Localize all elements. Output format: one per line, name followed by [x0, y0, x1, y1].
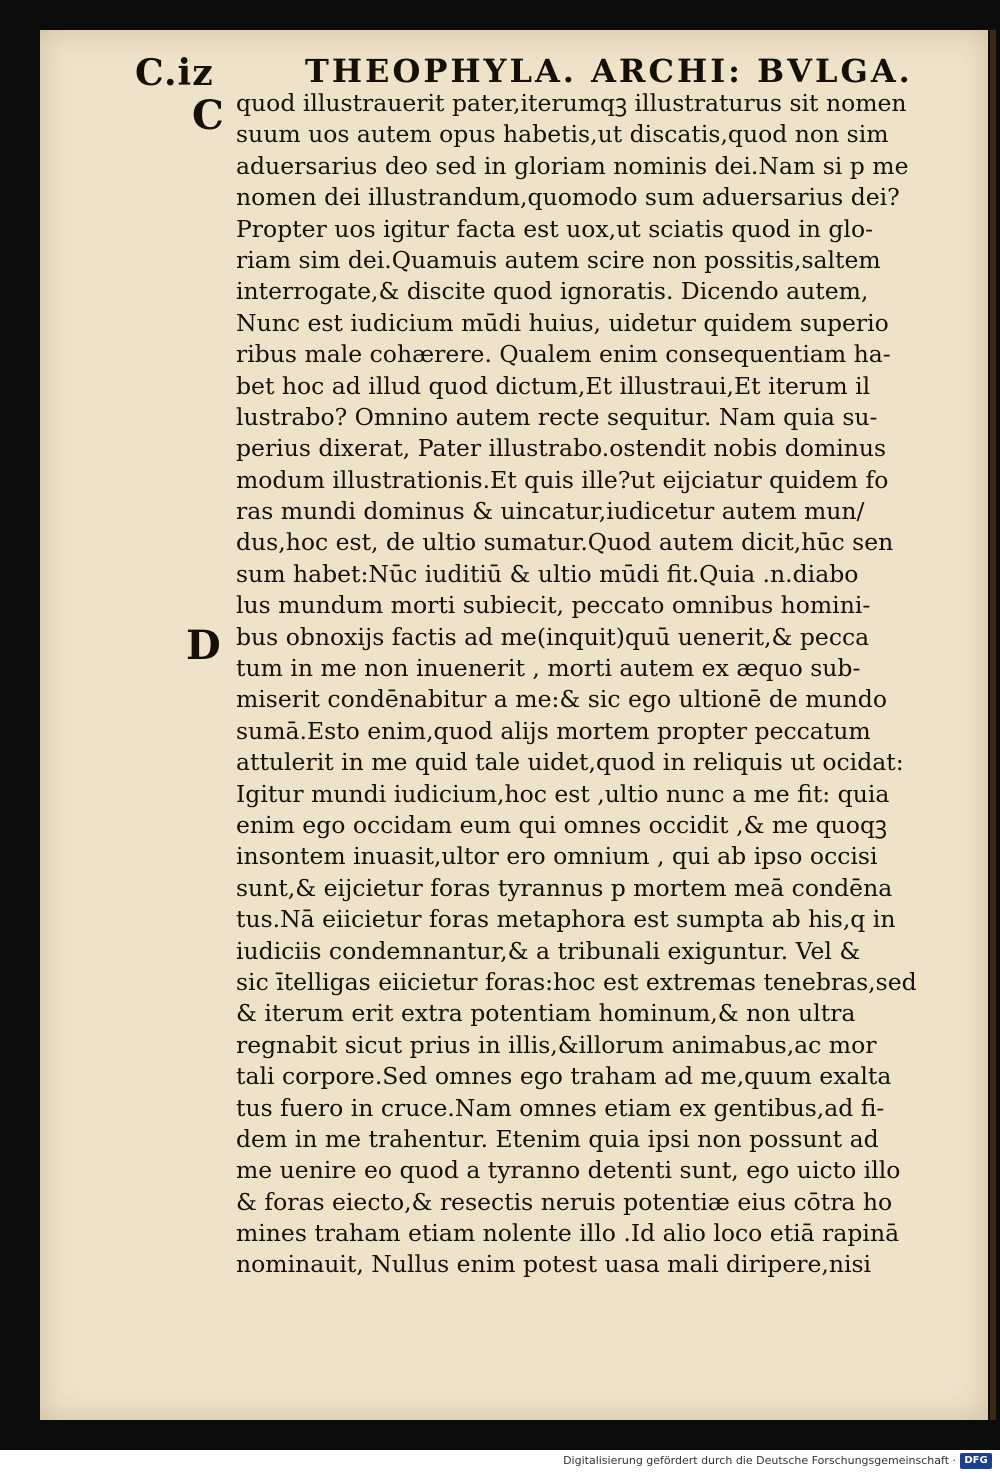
text-line: suum uos autem opus habetis,ut discatis,quod non sim: [236, 120, 889, 149]
signature-mark: C.iz: [135, 52, 214, 94]
text-line: ribus male cohærere. Qualem enim consequentiam ha-: [236, 340, 891, 369]
text-line: interrogate,& discite quod ignoratis. Dicendo autem,: [236, 277, 869, 306]
text-line: quod illustrauerit pater,iterumqꝫ illustraturus sit nomen: [236, 89, 907, 117]
text-line: tus fuero in cruce.Nam omnes etiam ex gentibus,ad fi-: [236, 1093, 885, 1122]
text-line: ras mundi dominus & uincatur,iudicetur autem mun/: [236, 497, 865, 526]
text-line: insontem inuasit,ultor ero omnium , qui ab ipso occisi: [236, 842, 878, 871]
margin-letter-d: D: [186, 622, 221, 669]
text-line: bet hoc ad illud quod dictum,Et illustraui,Et iterum il: [236, 371, 871, 400]
text-column: [236, 88, 932, 1281]
text-line: lustrabo? Omnino autem recte sequitur. Nam quia su-: [236, 402, 878, 431]
text-line: attulerit in me quid tale uidet,quod in reliquis ut ocidat:: [236, 748, 904, 777]
text-line: regnabit sicut prius in illis,&illorum animabus,ac mor: [236, 1030, 877, 1059]
text-line: iudiciis condemnantur,& a tribunali exiguntur. Vel &: [236, 936, 861, 965]
page-header: [90, 48, 950, 92]
text-line: & iterum erit extra potentiam hominum,& non ultra: [236, 999, 856, 1028]
text-line: Igitur mundi iudicium,hoc est ,ultio nunc a me fit: quia: [236, 779, 890, 808]
text-line: tum in me non inuenerit , morti autem ex æquo sub-: [236, 654, 861, 683]
text-line: & foras eiecto,& resectis neruis potentiæ eius cōtra ho: [236, 1187, 893, 1216]
text-line: perius dixerat, Pater illustrabo.ostendit nobis dominus: [236, 434, 887, 463]
text-line: sum habet:Nūc iuditiū & ultio mūdi fit.Quia .n.diabo: [236, 559, 859, 588]
text-line: mines traham etiam nolente illo .Id alio loco etiā rapinā: [236, 1219, 900, 1248]
text-line: Nunc est iudicium mūdi huius, uidetur quidem superio: [236, 308, 889, 337]
text-line: me uenire eo quod a tyranno detenti sunt, ego uicto illo: [236, 1156, 901, 1185]
text-line: enim ego occidam eum qui omnes occidit ,& me quoqꝫ: [236, 810, 887, 839]
page-edge: [990, 30, 996, 1420]
text-line: Propter uos igitur facta est uox,ut sciatis quod in glo-: [236, 214, 874, 243]
text-line: tus.Nā eiicietur foras metaphora est sumpta ab his,q in: [236, 905, 896, 934]
text-line: bus obnoxijs factis ad me(inquit)quū uenerit,& pecca: [236, 622, 870, 651]
text-line: nomen dei illustrandum,quomodo sum aduersarius dei?: [236, 183, 900, 212]
margin-letter-c: C: [192, 92, 224, 139]
text-line: dus,hoc est, de ultio sumatur.Quod autem dicit,hūc sen: [236, 528, 894, 557]
text-line: nominauit, Nullus enim potest uasa mali diripere,nisi: [236, 1250, 872, 1279]
text-line: lus mundum morti subiecit, peccato omnibus homini-: [236, 591, 871, 620]
text-line: tali corpore.Sed omnes ego traham ad me,quum exalta: [236, 1062, 892, 1091]
funding-credit: Digitalisierung gefördert durch die Deutsche Forschungsgemeinschaft ·: [563, 1454, 956, 1467]
dfg-logo: DFG: [960, 1453, 992, 1469]
running-head: THEOPHYLA. ARCHI: BVLGA.: [305, 52, 913, 90]
text-line: modum illustrationis.Et quis ille?ut eijciatur quidem fo: [236, 465, 889, 494]
text-line: riam sim dei.Quamuis autem scire non possitis,saltem: [236, 245, 881, 274]
text-line: sunt,& eijcietur foras tyrannus p mortem meā condēna: [236, 873, 893, 902]
text-line: aduersarius deo sed in gloriam nominis dei.Nam si p me: [236, 151, 909, 180]
text-line: sic ītelligas eiicietur foras:hoc est extremas tenebras,sed: [236, 967, 917, 996]
text-line: dem in me trahentur. Etenim quia ipsi non possunt ad: [236, 1124, 879, 1153]
text-line: sumā.Esto enim,quod alijs mortem propter peccatum: [236, 716, 871, 745]
text-line: miserit condēnabitur a me:& sic ego ultionē de mundo: [236, 685, 888, 714]
footer-bar: [0, 1450, 1000, 1474]
